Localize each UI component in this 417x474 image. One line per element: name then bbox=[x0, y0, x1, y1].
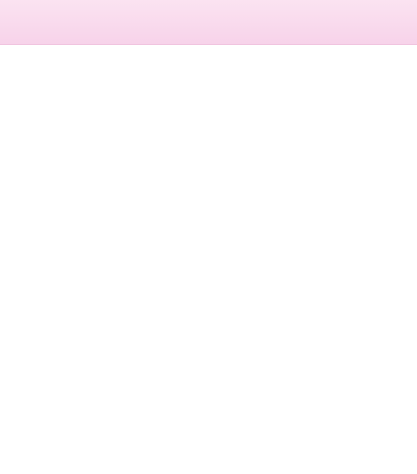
headline-band bbox=[0, 0, 417, 45]
article-body bbox=[4, 50, 415, 65]
